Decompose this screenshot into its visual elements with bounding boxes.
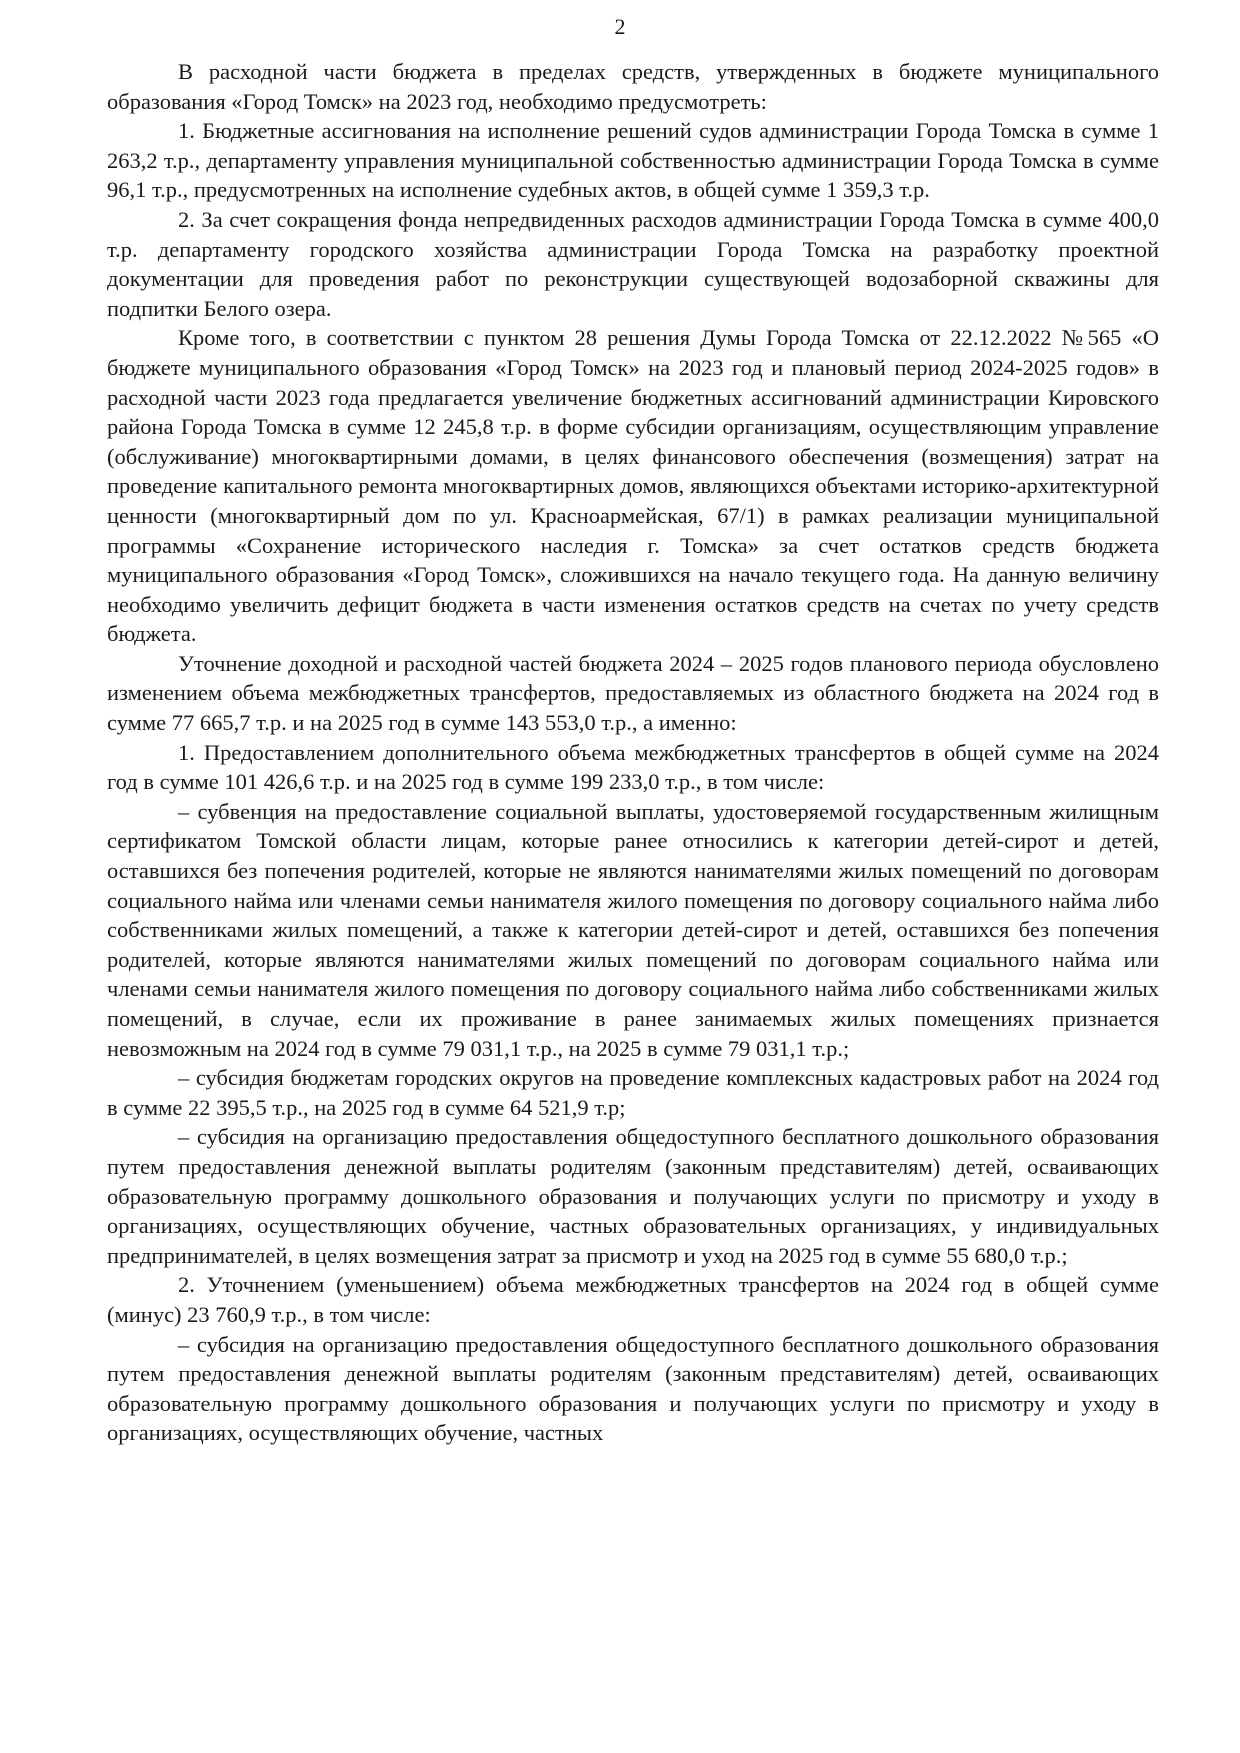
paragraph-reduction-transfers: 2. Уточнением (уменьшением) объема межбюджетных трансфертов на 2024 год в общей сумме (минус) 23 760,9 т.р., в том числе:	[107, 1272, 1159, 1327]
document-body	[107, 57, 1159, 1448]
paragraph-subvention-housing: – субвенция на предоставление социальной выплаты, удостоверяемой государственным жилищным сертификатом Томской области лицам, которые ранее относились к категории детей-сирот и детей, оставшихся без попечения родителей, которые не являются нанимателями жилых помещений по договорам социального найма или членами семьи нанимателя жилого помещения по договору социального найма либо собственниками жилых помещений, а также к категории детей-сирот и детей, оставшихся без попечения родителей, которые являются нанимателями жилых помещений по договорам социального найма или членами семьи нанимателя жилого помещения по договору социального найма либо собственниками жилых помещений, в случае, если их проживание в ранее занимаемых жилых помещениях признается невозможным на 2024 год в сумме 79 031,1 т.р., на 2025 в сумме 79 031,1 т.р.;	[107, 798, 1159, 1061]
paragraph-subsidy-preschool-2024: – субсидия на организацию предоставления общедоступного бесплатного дошкольного образования путем предоставления денежной выплаты родителям (законным представителям) детей, осваивающих образовательную программу дошкольного образования и получающих услуги по присмотру и уходу в организациях, осуществляющих обучение, частных	[107, 1331, 1159, 1446]
paragraph-kirovsky-district: Кроме того, в соответствии с пунктом 28 решения Думы Города Томска от 22.12.2022 №565 «О бюджете муниципального образования «Город Томск» на 2023 год и плановый период 2024-2025 годов» в расходной части 2023 года предлагается увеличение бюджетных ассигнований администрации Кировского района Города Томска в сумме 12 245,8 т.р. в форме субсидии организациям, осуществляющим управление (обслуживание) многоквартирными домами, в целях финансового обеспечения (возмещения) затрат на проведение капитального ремонта многоквартирных домов, являющихся объектами историко-архитектурной ценности (многоквартирный дом по ул. Красноармейская, 67/1) в рамках реализации муниципальной программы «Сохранение исторического наследия г. Томска» за счет остатков средств бюджета муниципального образования «Город Томск», сложившихся на начало текущего года. На данную величину необходимо увеличить дефицит бюджета в части изменения остатков средств на счетах по учету средств бюджета.	[107, 325, 1159, 647]
paragraph-planning-period: Уточнение доходной и расходной частей бюджета 2024 – 2025 годов планового периода обусловлено изменением объема межбюджетных трансфертов, предоставляемых из областного бюджета на 2024 год в сумме 77 665,7 т.р. и на 2025 год в сумме 143 553,0 т.р., а именно:	[107, 650, 1159, 736]
paragraph-additional-transfers: 1. Предоставлением дополнительного объема межбюджетных трансфертов в общей сумме на 2024 год в сумме 101 426,6 т.р. и на 2025 год в сумме 199 233,0 т.р., в том числе:	[107, 739, 1159, 795]
paragraph-intro: В расходной части бюджета в пределах средств, утвержденных в бюджете муниципального образования «Город Томск» на 2023 год, необходимо предусмотреть:	[107, 59, 1159, 114]
page-number: 2	[614, 14, 626, 39]
paragraph-subsidy-preschool-2025: – субсидия на организацию предоставления общедоступного бесплатного дошкольного образования путем предоставления денежной выплаты родителям (законным представителям) детей, осваивающих образовательную программу дошкольного образования и получающих услуги по присмотру и уходу в организациях, осуществляющих обучение, частных образовательных организациях, у индивидуальных предпринимателей, в целях возмещения затрат за присмотр и уход на 2025 год в сумме 55 680,0 т.р.;	[107, 1124, 1159, 1268]
paragraph-item-2-reserve-fund: 2. За счет сокращения фонда непредвиденных расходов администрации Города Томска в сумме 400,0 т.р. департаменту городского хозяйства администрации Города Томска на разработку проектной документации для проведения работ по реконструкции существующей водозаборной скважины для подпитки Белого озера.	[107, 206, 1159, 321]
paragraph-subsidy-cadastral: – субсидия бюджетам городских округов на проведение комплексных кадастровых работ на 2024 год в сумме 22 395,5 т.р., на 2025 год в сумме 64 521,9 т.р;	[107, 1065, 1159, 1120]
paragraph-item-1-court-decisions: 1. Бюджетные ассигнования на исполнение решений судов администрации Города Томска в сумме 1 263,2 т.р., департаменту управления муниципальной собственностью администрации Города Томска в сумме 96,1 т.р., предусмотренных на исполнение судебных актов, в общей сумме 1 359,3 т.р.	[107, 118, 1159, 203]
